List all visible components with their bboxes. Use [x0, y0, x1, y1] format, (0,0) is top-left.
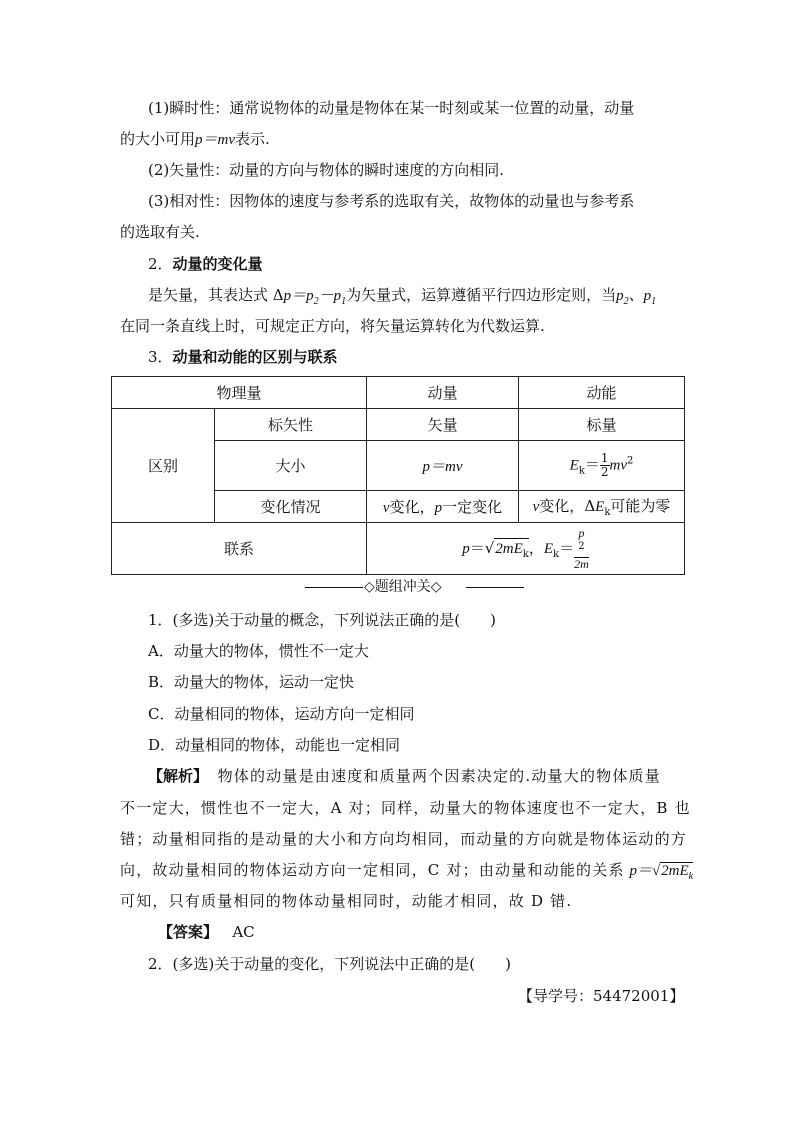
row-relation-label: 联系: [112, 523, 367, 575]
para3-line2: 的选取有关.: [120, 223, 200, 241]
table-row: [112, 523, 685, 575]
row-magnitude-label: 大小: [215, 441, 367, 491]
analysis-tag: 【解析】: [148, 767, 209, 785]
comparison-table: [111, 376, 685, 575]
analysis-line2: 不一定大，惯性也不一定大，A 对；同样，动量大的物体速度也不一定大，B 也: [120, 799, 691, 817]
guide-number: 【导学号：54472001】: [518, 987, 685, 1005]
change-momentum-text1: 变化，: [389, 498, 435, 516]
section2-line1-mid: 为矢量式，运算遵循平行四边形定则，当: [346, 286, 617, 304]
answer-value: AC: [232, 923, 255, 941]
para3-line1: (3)相对性：因物体的速度与参考系的选取有关，故物体的动量也与参考系: [148, 192, 635, 210]
p2-p1-symbols: $p_2$、$p_1$: [616, 288, 657, 307]
row-change-momentum: v变化，p一定变化: [367, 491, 519, 523]
row-scalar-vector-label: 标矢性: [215, 409, 367, 441]
analysis-text4: 向，故动量相同的物体运动方向一定相同，C 对；由动量和动能的关系: [120, 861, 625, 879]
para1-line2: [120, 129, 270, 150]
answer-tag: 【答案】: [158, 923, 219, 941]
row-relation-formula: $p=√2mE_k$，$E_k=$ p $^2$ 2m: [367, 523, 685, 575]
change-momentum-text2: 一定变化: [442, 498, 503, 516]
analysis-line4: [120, 860, 693, 887]
row-change-label: 变化情况: [215, 491, 367, 523]
table-row: [112, 409, 685, 441]
analysis-line1: [148, 766, 661, 786]
section2-line1: [148, 285, 656, 312]
section3-number: 3．: [148, 348, 173, 366]
section2-line1-pre: 是矢量，其表达式 Δ: [148, 286, 284, 304]
change-kinetic-text2: 可能为零: [610, 497, 671, 515]
row-change-kinetic: v变化，$\Delta E_k$可能为零: [519, 491, 685, 523]
para2-line: (2)矢量性：动量的方向与物体的瞬时速度的方向相同.: [148, 161, 505, 179]
q1-option-c: C．动量相同的物体，运动方向一定相同: [148, 705, 415, 723]
section2-line2: 在同一条直线上时，可规定正方向，将矢量运算转化为代数运算.: [120, 317, 545, 335]
analysis-text1: 物体的动量是由速度和质量两个因素决定的.动量大的物体质量: [217, 767, 661, 785]
header-quantity: 物理量: [112, 377, 367, 409]
table-header-row: [112, 377, 685, 409]
formula-p-mv: p＝mv: [195, 132, 236, 148]
q2-stem: 2．(多选)关于动量的变化，下列说法中正确的是( ): [148, 955, 511, 973]
para1-line2-pre: 的大小可用: [120, 130, 196, 148]
row-magnitude-momentum: p＝mv: [367, 441, 519, 491]
delta-p-formula: $p=p_2-p_1$: [283, 288, 347, 307]
analysis-line3: 错；动量相同指的是动量的大小和方向均相同，而动量的方向就是物体运动的方: [120, 830, 688, 848]
relation-formula: $p=√2mE_k$: [629, 863, 694, 882]
q1-stem: 1．(多选)关于动量的概念，下列说法正确的是( ): [148, 611, 496, 629]
section2-number: 2．: [148, 255, 173, 273]
divider-rule-right: [466, 587, 524, 588]
answer-line: [158, 922, 255, 942]
section2-heading: [148, 254, 263, 274]
q1-option-a: A．动量大的物体，惯性不一定大: [148, 642, 369, 660]
para1-line2-post: 表示.: [235, 130, 270, 148]
section3-heading: [148, 347, 338, 367]
header-kinetic: 动能: [519, 377, 685, 409]
divider-rule-left: [305, 587, 363, 588]
row-magnitude-kinetic: $E_k=$ $\frac{1}{2}$ $mv^2$: [519, 441, 685, 491]
section2-title: 动量的变化量: [172, 255, 263, 273]
q1-option-d: D．动量相同的物体，动能也一定相同: [148, 736, 401, 754]
row-scalar-vector-momentum: 矢量: [367, 409, 519, 441]
analysis-line5: 可知，只有质量相同的物体动量相同时，动能才相同，故 D 错.: [120, 892, 573, 910]
section3-title: 动量和动能的区别与联系: [172, 348, 338, 366]
para1-line1: (1)瞬时性：通常说物体的动量是物体在某一时刻或某一位置的动量，动量: [148, 99, 635, 117]
row-scalar-vector-kinetic: 标量: [519, 409, 685, 441]
header-momentum: 动量: [367, 377, 519, 409]
group-difference: 区别: [112, 409, 215, 523]
q1-option-b: B．动量大的物体，运动一定快: [148, 673, 355, 691]
divider-label: ◇题组冲关◇: [364, 579, 442, 595]
change-kinetic-text1: 变化，: [539, 497, 585, 515]
